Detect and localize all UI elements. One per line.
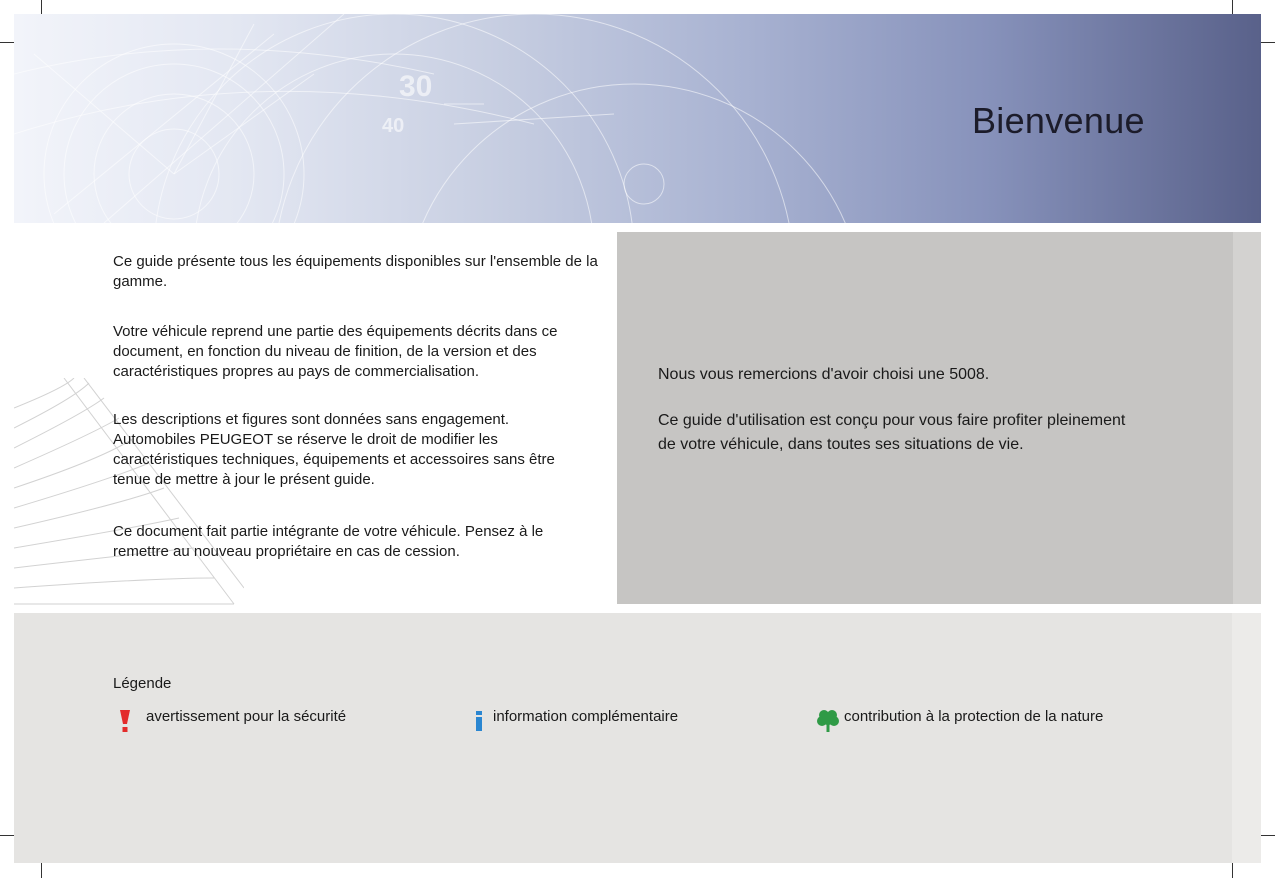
page-title: Bienvenue — [972, 100, 1145, 141]
tree-icon — [816, 708, 840, 734]
box-edge-strip — [1233, 232, 1261, 604]
legend-edge-strip — [1232, 613, 1261, 863]
welcome-thanks: Nous vous remercions d'avoir choisi une 5008. — [658, 366, 990, 383]
legend-section — [14, 613, 1232, 863]
legend-title: Légende — [113, 675, 172, 692]
info-icon — [472, 708, 486, 734]
intro-paragraph: Ce guide présente tous les équipements disponibles sur l'ensemble de la gamme. — [113, 253, 598, 290]
exclamation-icon — [118, 708, 132, 734]
welcome-guide-purpose: Ce guide d'utilisation est conçu pour vous faire profiter pleinement de votre véhicule, dans toutes ses situations de vie. — [658, 412, 1126, 453]
intro-paragraph: Votre véhicule reprend une partie des équipements décrits dans ce document, en fonction du niveau de finition, de la version et des caractéristiques propres au pays de commercialisation. — [113, 323, 558, 380]
intro-paragraph: Les descriptions et figures sont données sans engagement. Automobiles PEUGEOT se réserve le droit de modifier les caractéristiques techniques, équipements et accessoires sans être tenue de mettre à jour le présent guide. — [113, 411, 555, 488]
legend-label: contribution à la protection de la nature — [844, 708, 1104, 725]
speed-label-40: 40 — [382, 115, 405, 137]
header-banner — [14, 14, 1261, 223]
legend-label: avertissement pour la sécurité — [146, 708, 347, 725]
legend-label: information complémentaire — [493, 708, 679, 725]
speed-label-30: 30 — [399, 70, 433, 103]
welcome-box — [617, 232, 1261, 604]
intro-paragraph: Ce document fait partie intégrante de votre véhicule. Pensez à le remettre au nouveau propriétaire en cas de cession. — [113, 523, 544, 560]
